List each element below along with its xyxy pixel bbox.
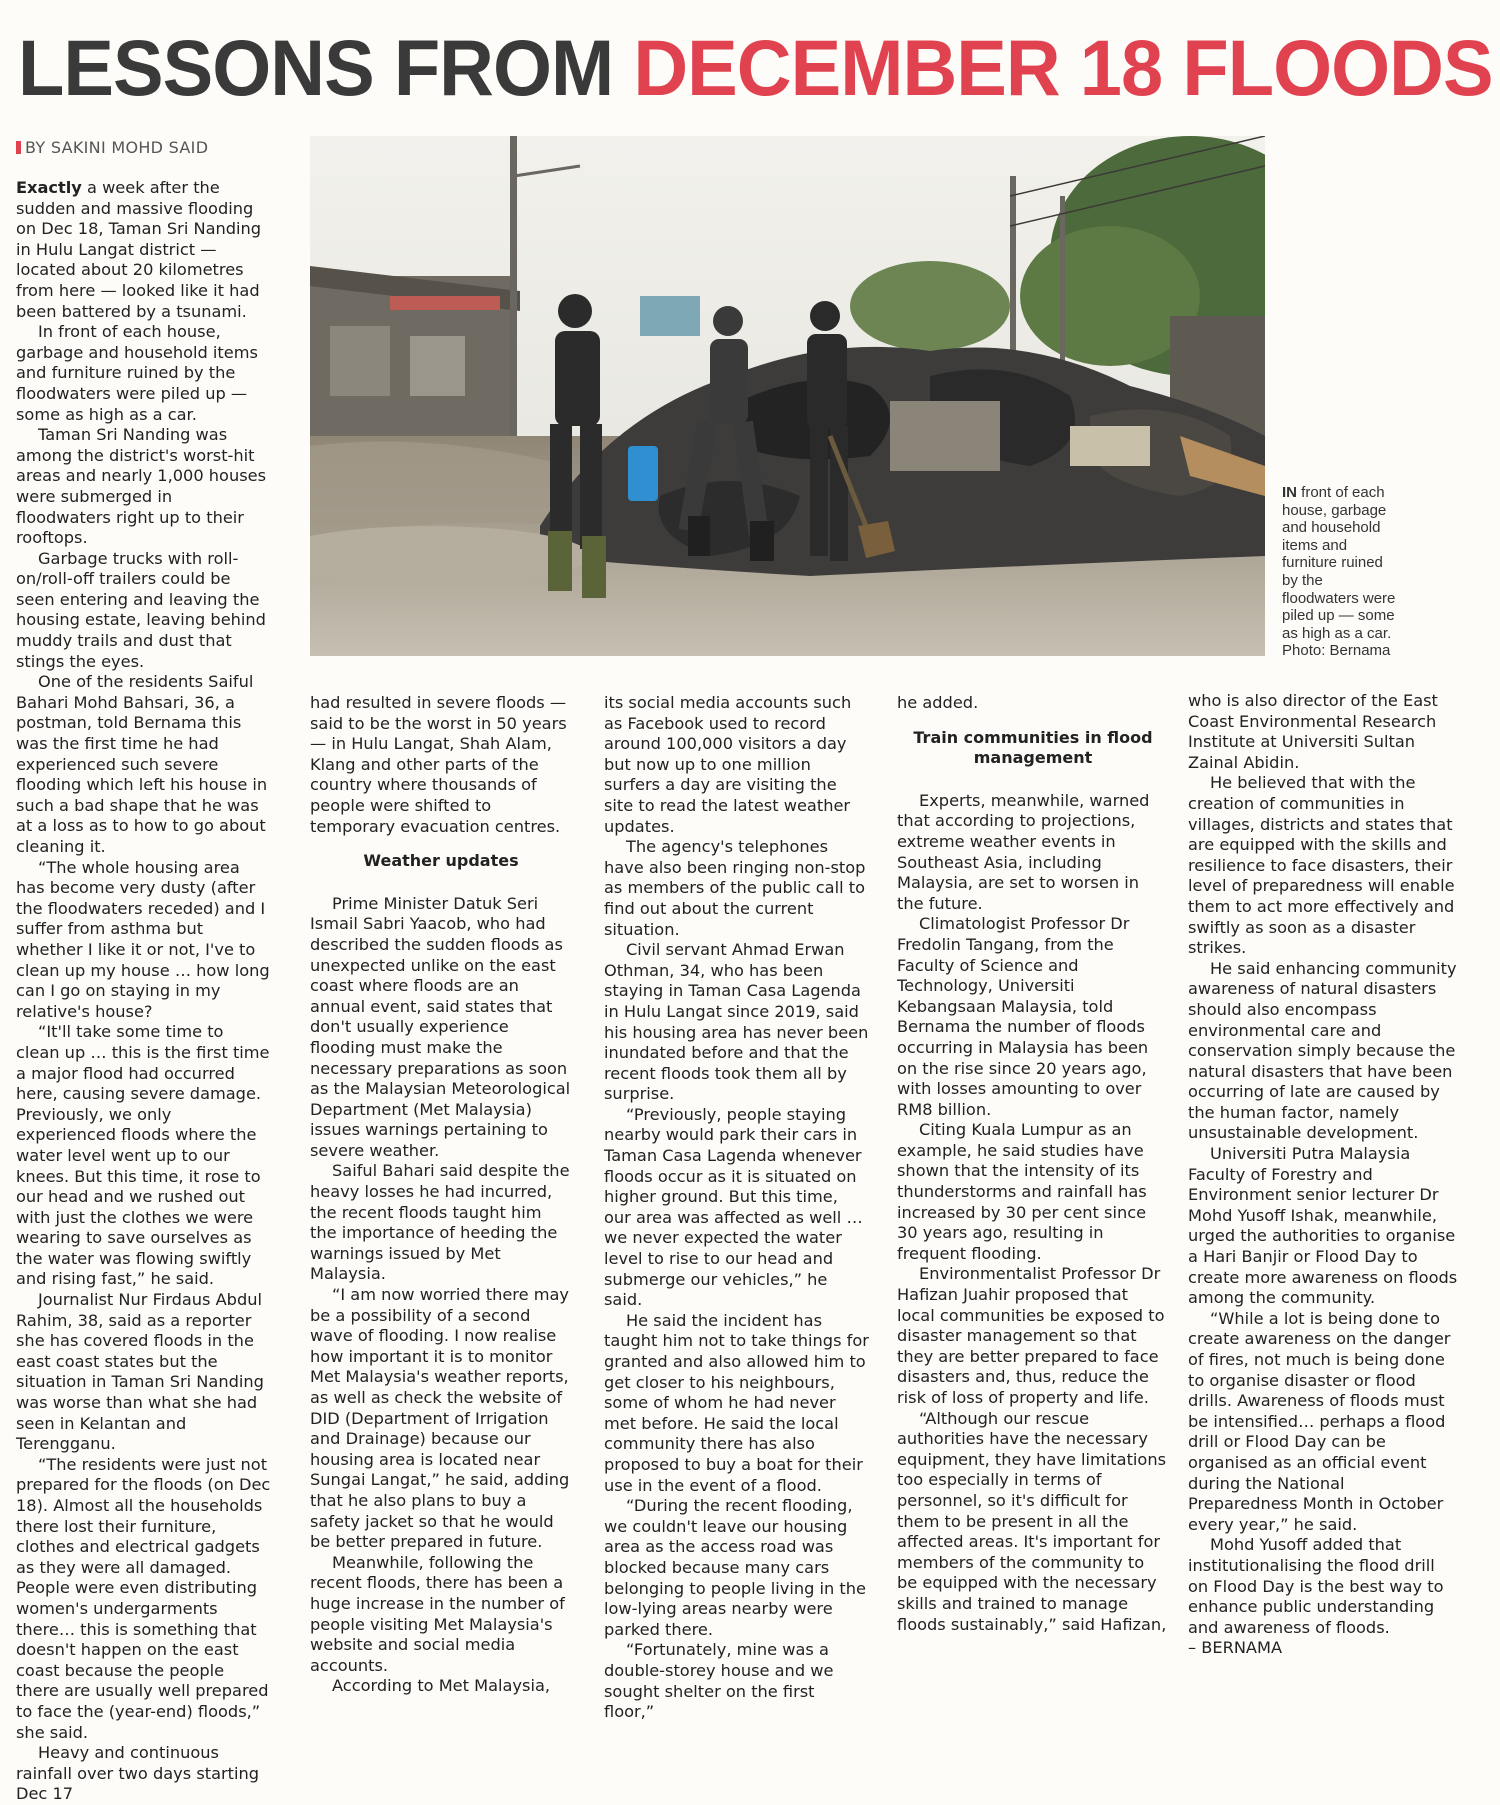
paragraph: “Previously, people staying nearby would park their cars in Taman Casa Lagenda whenever floods occur as it is situated on higher ground. But this time, our area was affected as well … we never expected the water level to rise to our head and submerge our vehicles,” he said.	[604, 1104, 863, 1310]
paragraph: its social media accounts such as Facebook used to record around 100,000 visitors a day but now up to one million surfers a day are visiting the site to read the latest weather updates.	[604, 693, 852, 836]
paragraph: “The whole housing area has become very dusty (after the floodwaters receded) and I suffer from asthma but whether I like it or not, I've to clean up my house … how long can I go on staying in my relative's house?	[16, 857, 270, 1021]
paragraph: Prime Minister Datuk Seri Ismail Sabri Yaacob, who had described the sudden floods as unexpected unlike on the east coast where floods are an annual event, said states that don't usually experience flooding must make the necessary preparations as soon as the Malaysian Meteorological Department (Met Malaysia) issues warnings pertaining to severe weather.	[310, 893, 571, 1160]
photo-caption	[1282, 484, 1402, 660]
paragraph: “During the recent flooding, we couldn't leave our housing area as the access road was blocked because many cars belonging to people living in the low-lying areas nearby were parked there.	[604, 1496, 866, 1639]
paragraph: “I am now worried there may be a possibility of a second wave of flooding. I now realise how important it is to monitor Met Malaysia's weather reports, as well as check the website of DID (Department of Irrigation and Drainage) because our housing area is located near Sungai Langat,” he said, adding that he also plans to buy a safety jacket so that he would be better prepared in future.	[310, 1285, 570, 1552]
paragraph: Saiful Bahari said despite the heavy losses he had incurred, the recent floods taught him the importance of heeding the warnings issued by Met Malaysia.	[310, 1161, 570, 1284]
paragraph: had resulted in severe floods — said to be the worst in 50 years — in Hulu Langat, Shah Alam, Klang and other parts of the country where thousands of people were shifted to temporary evacuation centres.	[310, 693, 567, 836]
paragraph	[16, 178, 272, 322]
byline-text: BY SAKINI MOHD SAID	[25, 138, 209, 157]
paragraph: Experts, meanwhile, warned that according to projections, extreme weather events in Southeast Asia, including Malaysia, are set to worsen in the future.	[897, 790, 1150, 913]
paragraph: Climatologist Professor Dr Fredolin Tangang, from the Faculty of Science and Technology, Universiti Kebangsaan Malaysia, told Bernama the number of floods occurring in Malaysia has been on the rise since 20 years ago, with losses amounting to over RM8 billion.	[897, 914, 1149, 1119]
article-column-3	[604, 693, 869, 1723]
paragraph: Taman Sri Nanding was among the district's worst-hit areas and nearly 1,000 houses were submerged in floodwaters right up to their rooftops.	[16, 425, 267, 548]
photo-illustration	[310, 136, 1265, 656]
subheading-weather-updates: Weather updates	[363, 851, 519, 871]
paragraph: Journalist Nur Firdaus Abdul Rahim, 38, said as a reporter she has covered floods in the east coast states but the situation in Taman Sri Nanding was worse than what she had seen in Kelantan and Terengganu.	[16, 1290, 264, 1454]
paragraph: “It'll take some time to clean up … this is the first time a major flood had occurred here, causing severe damage. Previously, we only experienced floods where the water level went up to our knees. But this time, it rose to our head and we rushed out with just the clothes we were wearing to save ourselves as the water was flowing swiftly and rising fast,” he said.	[16, 1022, 270, 1289]
byline-marker	[16, 141, 21, 154]
paragraph: who is also director of the East Coast Environmental Research Institute at Universiti Sultan Zainal Abidin.	[1188, 691, 1438, 772]
paragraph: In front of each house, garbage and household items and furniture ruined by the floodwaters were piled up — some as high as a car.	[16, 322, 258, 424]
caption-lead: IN	[1282, 484, 1297, 501]
paragraph: He believed that with the creation of communities in villages, districts and states that are equipped with the skills and resilience to face disasters, their level of preparedness will enable them to act more effectively and swiftly as soon as a disaster strikes.	[1188, 773, 1455, 958]
paragraph: Heavy and continuous rainfall over two days starting Dec 17	[16, 1743, 260, 1804]
paragraph: “The residents were just not prepared for the floods (on Dec 18). Almost all the households there lost their furniture, clothes and electrical gadgets as they were all damaged. People were even distributing women's undergarments there… this is something that doesn't happen on the east coast because the people there are usually well prepared to face the (year-end) floods,” she said.	[16, 1454, 271, 1742]
caption-text: front of each house, garbage and household items and furniture ruined by the floodwaters were piled up — some as high as a car.	[1282, 484, 1396, 642]
paragraph-text: a week after the sudden and massive flooding on Dec 18, Taman Sri Nanding in Hulu Langat district — located about 20 kilometres from here — looked like it had been battered by a tsunami.	[16, 178, 262, 321]
paragraph: One of the residents Saiful Bahari Mohd Bahsari, 36, a postman, told Bernama this was the first time he had experienced such severe flooding which left his house in such a bad shape that he was at a loss as to how to go about cleaning it.	[16, 672, 268, 856]
paragraph: he added.	[897, 693, 979, 712]
article-column-2	[310, 693, 572, 1697]
paragraph: According to Met Malaysia,	[332, 1676, 551, 1696]
paragraph: Mohd Yusoff added that institutionalising the flood drill on Flood Day is the best way to enhance public understanding and awareness of floods.	[1188, 1535, 1444, 1637]
headline	[18, 18, 1493, 118]
article-column-1	[16, 178, 272, 1805]
photo-credit: Photo: Bernama	[1282, 642, 1391, 660]
paragraph: Citing Kuala Lumpur as an example, he said studies have shown that the intensity of its thunderstorms and rainfall has increased by 30 per cent since 30 years ago, resulting in frequent flooding.	[897, 1120, 1147, 1263]
paragraph: Meanwhile, following the recent floods, there has been a huge increase in the number of people visiting Met Malaysia's website and social media accounts.	[310, 1552, 565, 1675]
flood-cleanup-photo	[310, 136, 1265, 656]
article-column-4	[897, 693, 1169, 1635]
paragraph: Environmentalist Professor Dr Hafizan Juahir proposed that local communities be exposed to disaster management so that they are better prepared to face disasters and, thus, reduce the risk of loss of property and life.	[897, 1264, 1165, 1407]
paragraph: “Fortunately, mine was a double-storey house and we sought shelter on the first floor,”	[604, 1640, 834, 1722]
signoff: – BERNAMA	[1188, 1638, 1283, 1658]
byline	[16, 138, 208, 157]
paragraph: “While a lot is being done to create awareness on the danger of fires, not much is being done to organise disaster or flood drills. Awareness of floods must be intensified… perhaps a flood drill or Flood Day can be organised as an official event during the National Preparedness Month in October every year,” he said.	[1188, 1308, 1451, 1534]
lead-word: Exactly	[16, 178, 82, 197]
article-column-5	[1188, 691, 1458, 1659]
paragraph: He said enhancing community awareness of natural disasters should also encompass environmental care and conservation simply because the natural disasters that have been occurring of late are caused by the human factor, namely unsustainable development.	[1188, 958, 1457, 1143]
paragraph: Garbage trucks with roll-on/roll-off trailers could be seen entering and leaving the housing estate, leaving behind muddy trails and dust that stings the eyes.	[16, 548, 266, 671]
paragraph: “Although our rescue authorities have the necessary equipment, they have limitations too especially in terms of personnel, so it's difficult for them to be present in all the affected areas. It's important for members of the community to be equipped with the necessary skills and trained to manage floods sustainably,” said Hafizan,	[897, 1408, 1167, 1634]
subheading-train-communities: Train communities in flood management	[913, 727, 1153, 768]
paragraph: The agency's telephones have also been ringing non-stop as members of the public call to find out about the current situation.	[604, 837, 866, 939]
headline-part-dark: LESSONS FROM	[18, 23, 634, 112]
paragraph: Civil servant Ahmad Erwan Othman, 34, who has been staying in Taman Casa Lagenda in Hulu Langat since 2019, said his housing area has never been inundated before and that the recent floods took them all by surprise.	[604, 940, 869, 1104]
headline-part-red: DECEMBER 18 FLOODS	[633, 23, 1493, 112]
paragraph: He said the incident has taught him not to take things for granted and also allowed him to get closer to his neighbours, some of whom he had never met before. He said the local community there has also proposed to buy a boat for their use in the event of a flood.	[604, 1310, 869, 1495]
paragraph: Universiti Putra Malaysia Faculty of Forestry and Environment senior lecturer Dr Mohd Yusoff Ishak, meanwhile, urged the authorities to organise a Hari Banjir or Flood Day to create more awareness on floods among the community.	[1188, 1144, 1458, 1308]
